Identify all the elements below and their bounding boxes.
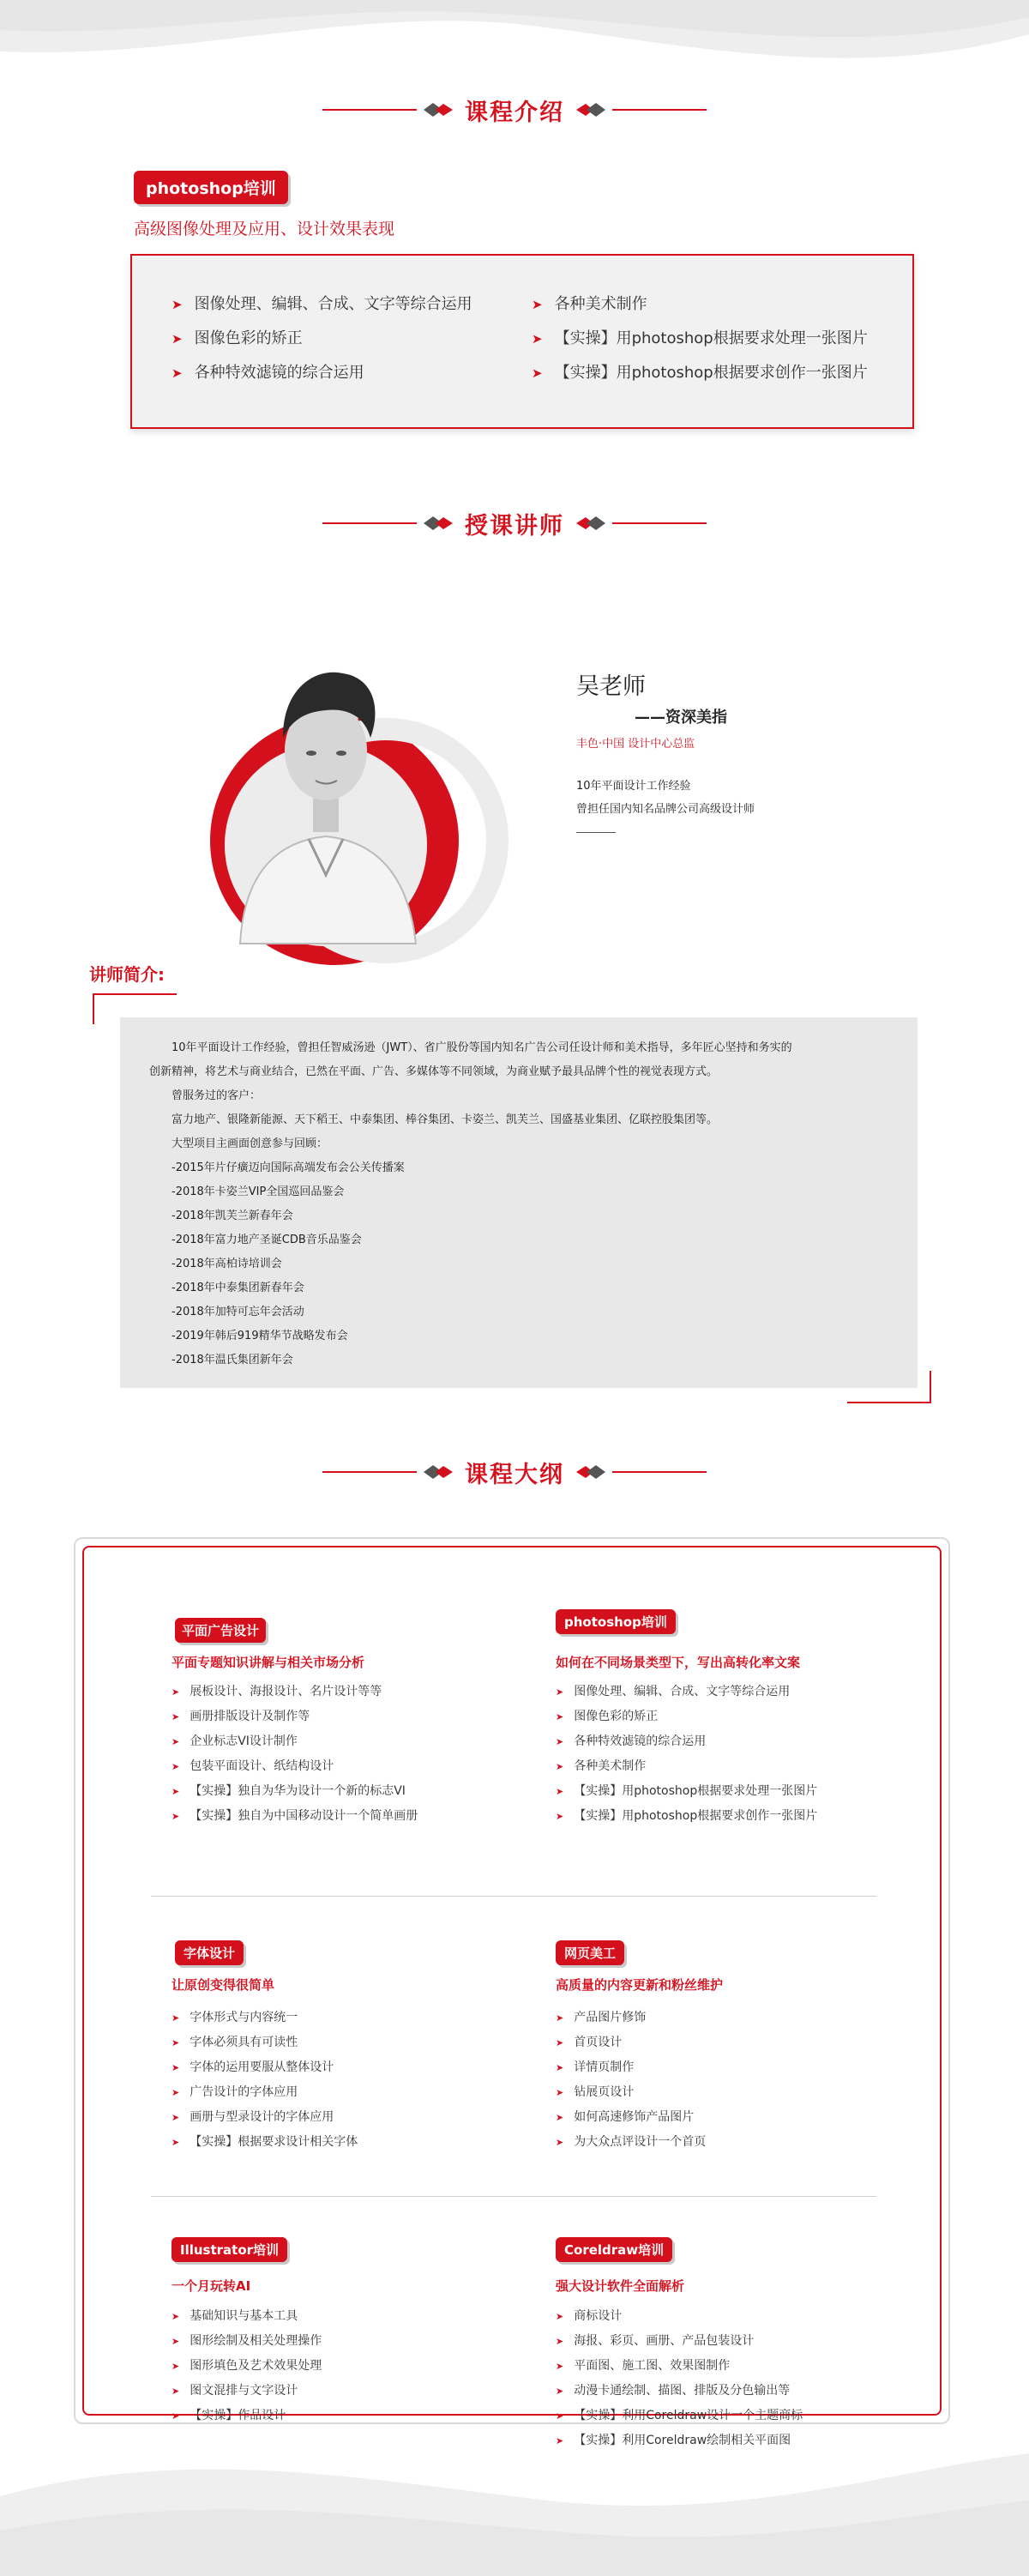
list-item: ➤ 广告设计的字体应用: [172, 2080, 358, 2105]
bio-project-item: -2019年韩后919精华节战略发布会: [172, 1330, 348, 1342]
intro-left-list: [172, 292, 472, 395]
intro-features-box: [130, 254, 914, 429]
teacher-role: 丰色·中国 设计中心总监: [576, 738, 695, 751]
list-item: ➤ 字体形式与内容统一: [172, 2006, 358, 2030]
teacher-title: ——资深美指: [635, 709, 727, 727]
bio-project-item: -2018年加特可忘年会活动: [172, 1306, 304, 1318]
list-item: ➤ 【实操】利用Coreldraw绘制相关平面图: [556, 2428, 803, 2453]
intro-right-list: [532, 292, 868, 395]
section-heading-teacher: [0, 498, 1029, 549]
diamond-ornament-icon: [422, 1463, 454, 1481]
list-item: ➤ 画册与型录设计的字体应用: [172, 2105, 358, 2130]
diamond-ornament-icon: [575, 100, 607, 119]
module-list-coreldraw: [556, 2304, 803, 2453]
diamond-ornament-icon: [422, 100, 454, 119]
list-item: ➤ 基础知识与基本工具: [172, 2304, 322, 2329]
list-item: ➤ 首页设计: [556, 2030, 706, 2055]
list-item: ➤ 画册排版设计及制作等: [172, 1704, 418, 1729]
heading-line-left: [322, 109, 417, 111]
list-item: ➤ 【实操】独自为华为设计一个新的标志VI: [172, 1779, 418, 1804]
section-heading-outline: [0, 1446, 1029, 1498]
bio-clients-label: 曾服务过的客户：: [172, 1089, 262, 1102]
list-item: ➤ 图像处理、编辑、合成、文字等综合运用: [556, 1680, 817, 1704]
list-item: ➤ 各种美术制作: [532, 292, 868, 326]
bio-project-item: -2018年高柏诗培训会: [172, 1258, 282, 1270]
diamond-ornament-icon: [422, 514, 454, 533]
list-item: ➤ 【实操】用photoshop根据要求创作一张图片: [556, 1804, 817, 1829]
intro-course-tag: photoshop培训: [134, 171, 288, 204]
list-item: ➤ 为大众点评设计一个首页: [556, 2130, 706, 2155]
diamond-ornament-icon: [575, 514, 607, 533]
list-item: ➤ 【实操】利用Coreldraw设计一个主题商标: [556, 2404, 803, 2428]
section-heading-intro: [0, 84, 1029, 136]
list-item: ➤ 产品图片修饰: [556, 2006, 706, 2030]
section-title-intro: 课程介绍: [465, 99, 564, 126]
module-tag-web-design: 网页美工: [556, 1940, 624, 1965]
intro-subtitle: 高级图像处理及应用、设计效果表现: [134, 220, 395, 238]
module-tag-illustrator: Illustrator培训: [172, 2237, 287, 2262]
list-item: ➤ 详情页制作: [556, 2055, 706, 2080]
list-item: ➤ 图形绘制及相关处理操作: [172, 2329, 322, 2354]
bio-corner-top-v: [93, 993, 94, 1024]
heading-line-left: [322, 1471, 417, 1473]
bio-box: [120, 1017, 918, 1388]
list-item: ➤ 各种特效滤镜的综合运用: [172, 360, 472, 395]
list-item: ➤ 展板设计、海报设计、名片设计等等: [172, 1680, 418, 1704]
list-item: ➤ 图形填色及艺术效果处理: [172, 2354, 322, 2379]
list-item: ➤ 【实操】用photoshop根据要求处理一张图片: [556, 1779, 817, 1804]
module-divider: [151, 2196, 876, 2197]
list-item: ➤ 图文混排与文字设计: [172, 2379, 322, 2404]
bio-project-item: -2018年凯芙兰新春年会: [172, 1210, 293, 1222]
bio-heading: 讲师简介:: [89, 964, 165, 985]
section-title-outline: 课程大纲: [465, 1461, 564, 1488]
module-tag-coreldraw: Coreldraw培训: [556, 2237, 672, 2262]
module-tag-typography: 字体设计: [175, 1940, 244, 1965]
teacher-experience-2: 曾担任国内知名品牌公司高级设计师: [576, 803, 755, 816]
bio-project-item: -2015年片仔癀迈向国际高端发布会公关传播案: [172, 1161, 405, 1174]
bio-clients: 富力地产、银隆新能源、天下稻王、中泰集团、棒谷集团、卡姿兰、凯芙兰、国盛基业集团、亿联控股集团等。: [172, 1113, 719, 1126]
list-item: ➤ 【实操】根据要求设计相关字体: [172, 2130, 358, 2155]
module-subtitle: 强大设计软件全面解析: [556, 2278, 685, 2294]
module-subtitle: 一个月玩转AI: [172, 2278, 251, 2294]
bio-project-item: -2018年卡姿兰VIP全国巡回品鉴会: [172, 1185, 345, 1198]
heading-line-right: [612, 109, 707, 111]
teacher-name: 吴老师: [576, 673, 646, 700]
diamond-ornament-icon: [575, 1463, 607, 1481]
bio-paragraph-1: 10年平面设计工作经验，曾担任智威汤逊（JWT）、省广股份等国内知名广告公司任设计师和美术指导，多年匠心坚持和务实的: [172, 1041, 792, 1054]
list-item: ➤ 动漫卡通绘制、描图、排版及分色输出等: [556, 2379, 803, 2404]
module-subtitle: 高质量的内容更新和粉丝维护: [556, 1977, 724, 1993]
module-tag-photoshop: photoshop培训: [556, 1609, 676, 1634]
list-item: ➤ 图像色彩的矫正: [172, 326, 472, 360]
list-item: ➤ 图像处理、编辑、合成、文字等综合运用: [172, 292, 472, 326]
bio-corner-top-h: [93, 993, 177, 995]
list-item: ➤ 字体的运用要服从整体设计: [172, 2055, 358, 2080]
section-title-teacher: 授课讲师: [465, 512, 564, 540]
bio-corner-bottom-v: [930, 1371, 931, 1403]
bio-projects-label: 大型项目主画面创意参与回顾：: [172, 1137, 328, 1150]
heading-line-left: [322, 522, 417, 524]
list-item: ➤ 字体必须具有可读性: [172, 2030, 358, 2055]
module-list-photoshop: [556, 1680, 817, 1829]
list-item: ➤ 钻展页设计: [556, 2080, 706, 2105]
list-item: ➤ 平面图、施工图、效果图制作: [556, 2354, 803, 2379]
bio-paragraph-2: 创新精神，将艺术与商业结合，已然在平面、广告、多媒体等不同领域，为商业赋予最具品牌个性的视觉表现方式。: [149, 1065, 719, 1078]
list-item: ➤ 图像色彩的矫正: [556, 1704, 817, 1729]
list-item: ➤ 【实操】作品设计: [172, 2404, 322, 2428]
teacher-portrait: [172, 566, 532, 978]
bottom-wave-decoration: [0, 2419, 1029, 2576]
bio-project-item: -2018年温氏集团新年会: [172, 1354, 293, 1366]
list-item: ➤ 海报、彩页、画册、产品包装设计: [556, 2329, 803, 2354]
module-list-graphic-ad: [172, 1680, 418, 1829]
list-item: ➤ 各种特效滤镜的综合运用: [556, 1729, 817, 1754]
module-tag-graphic-ad: 平面广告设计: [175, 1618, 266, 1643]
list-item: ➤ 【实操】独自为中国移动设计一个简单画册: [172, 1804, 418, 1829]
module-subtitle: 如何在不同场景类型下，写出高转化率文案: [556, 1655, 801, 1670]
teacher-underline: [576, 832, 616, 833]
bio-project-item: -2018年中泰集团新春年会: [172, 1282, 304, 1294]
module-subtitle: 平面专题知识讲解与相关市场分析: [172, 1655, 365, 1670]
module-list-typography: [172, 2006, 358, 2155]
module-list-web-design: [556, 2006, 706, 2155]
list-item: ➤ 【实操】用photoshop根据要求处理一张图片: [532, 326, 868, 360]
module-list-illustrator: [172, 2304, 322, 2428]
list-item: ➤ 【实操】用photoshop根据要求创作一张图片: [532, 360, 868, 395]
module-divider: [151, 1896, 876, 1897]
heading-line-right: [612, 1471, 707, 1473]
teacher-experience-1: 10年平面设计工作经验: [576, 780, 691, 793]
list-item: ➤ 包装平面设计、纸结构设计: [172, 1754, 418, 1779]
bio-project-item: -2018年富力地产圣诞CDB音乐品鉴会: [172, 1234, 362, 1246]
list-item: ➤ 各种美术制作: [556, 1754, 817, 1779]
list-item: ➤ 企业标志VI设计制作: [172, 1729, 418, 1754]
list-item: ➤ 如何高速修饰产品图片: [556, 2105, 706, 2130]
list-item: ➤ 商标设计: [556, 2304, 803, 2329]
bio-corner-bottom-h: [847, 1402, 931, 1403]
heading-line-right: [612, 522, 707, 524]
module-subtitle: 让原创变得很简单: [172, 1977, 275, 1993]
